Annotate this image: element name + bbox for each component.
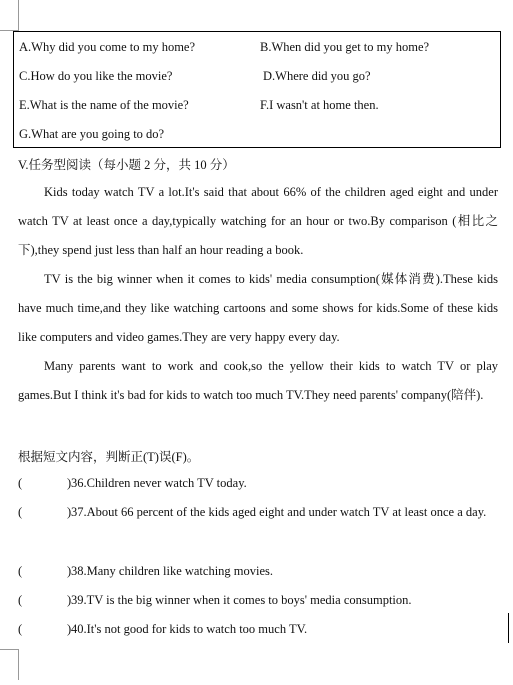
answer-paren-open: ( [18, 505, 23, 519]
passage-paragraph-1 [18, 178, 498, 265]
answer-paren-close: ) [67, 593, 72, 607]
answer-paren-close: ) [67, 564, 72, 578]
crop-mark-bottom-left [0, 649, 19, 680]
answer-paren-close: ) [67, 622, 72, 636]
question-text: 40.It's not good for kids to watch too much TV. [71, 622, 308, 636]
option-a: A.Why did you come to my home? [19, 40, 196, 54]
option-f: F.I wasn't at home then. [260, 98, 379, 112]
option-e: E.What is the name of the movie? [19, 98, 189, 112]
question-text: 36.Children never watch TV today. [71, 476, 247, 490]
option-c: C.How do you like the movie? [19, 69, 173, 83]
text-cursor [508, 613, 509, 643]
passage-paragraph-2 [18, 265, 498, 352]
passage-paragraph-3 [18, 352, 498, 410]
instruction-text: 根据短文内容，判断正(T)误(F)。 [18, 450, 200, 464]
question-text: 38.Many children like watching movies. [71, 564, 274, 578]
option-g: G.What are you going to do? [19, 127, 165, 141]
answer-paren-open: ( [18, 476, 23, 490]
section-title: V.任务型阅读（每小题 2 分，共 10 分） [18, 158, 235, 172]
passage-p3-text: Many parents want to work and cook,so the yellow their kids to watch TV or play games.But I think it's bad for kids to watch too much TV.They need parents' company(陪伴). [18, 359, 498, 402]
crop-mark-top-left [0, 0, 19, 31]
question-37-text: 37.About 66 percent of the kids aged eight and under watch TV at least once a day. [71, 505, 487, 519]
answer-paren-open: ( [18, 593, 23, 607]
answer-paren-close: ) [67, 505, 72, 519]
answer-paren-open: ( [18, 622, 23, 636]
answer-paren-open: ( [18, 564, 23, 578]
options-box [13, 31, 501, 148]
passage-p1-text: Kids today watch TV a lot.It's said that about 66% of the children aged eight and under watch TV at least once a day,typically watching for an hour or two.By comparison (相比之下),they spend just less than half an hour reading a book. [18, 185, 498, 257]
passage-p2-text: TV is the big winner when it comes to kids' media consumption(媒体消费).These kids have much time,and they like watching cartoons and some shows for kids.Some of these kids like computers and video games.They are very happy every day. [18, 272, 498, 344]
option-d: D.Where did you go? [263, 69, 371, 83]
answer-paren-close: ) [67, 476, 72, 490]
option-b: B.When did you get to my home? [260, 40, 430, 54]
question-text: 39.TV is the big winner when it comes to boys' media consumption. [71, 593, 412, 607]
